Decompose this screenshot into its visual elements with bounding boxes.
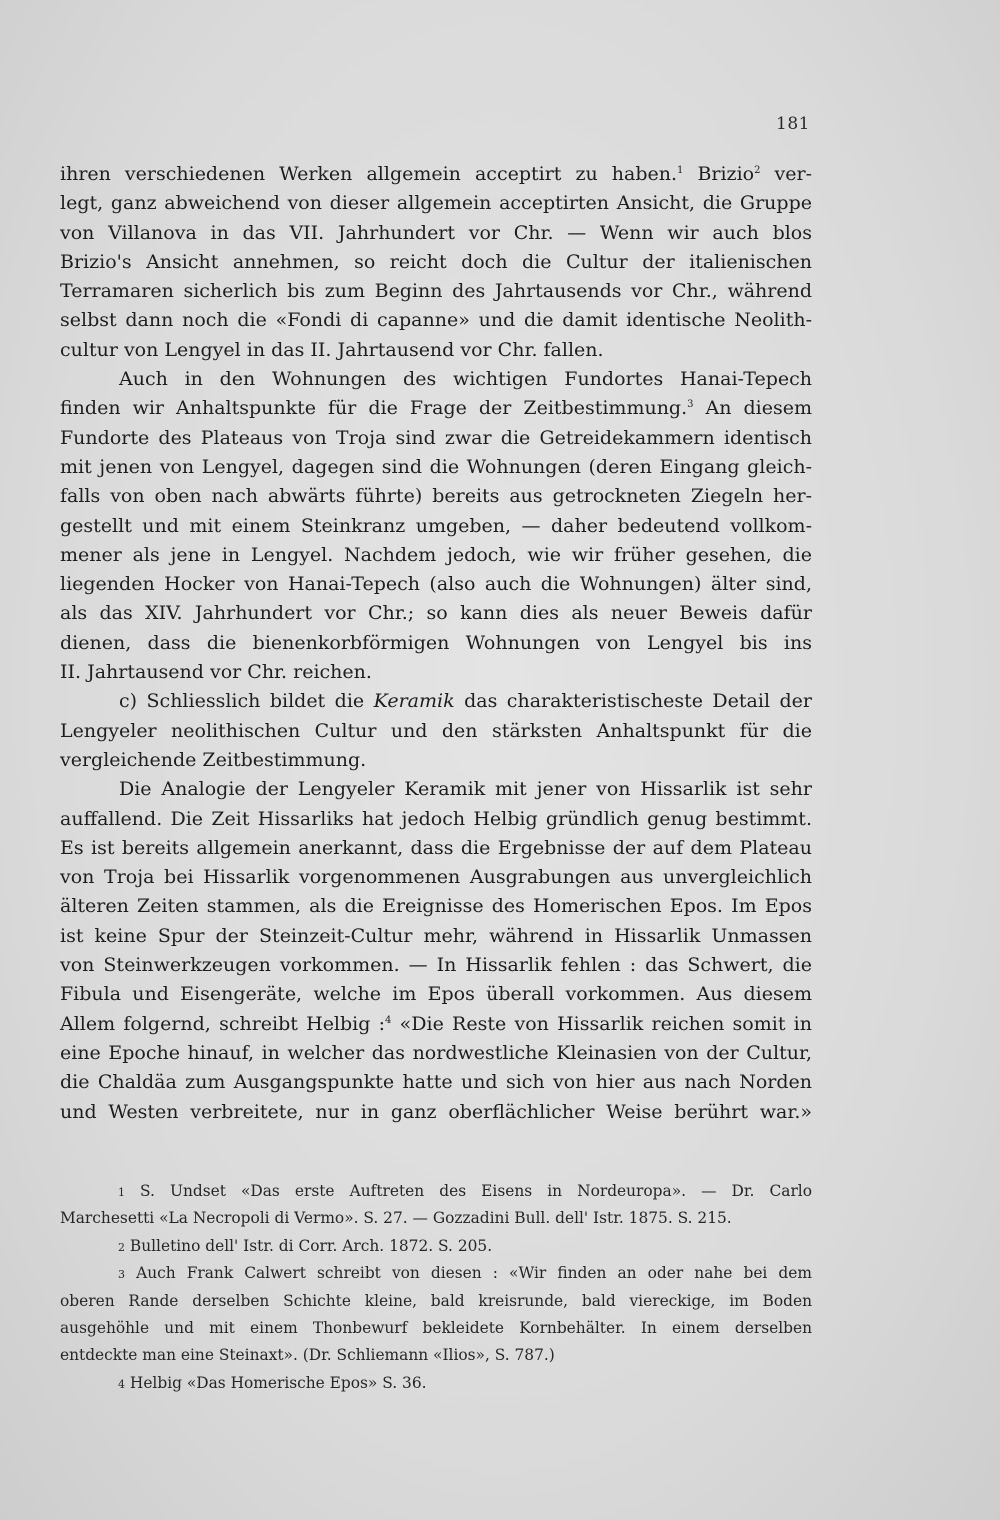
text-line: legt, ganz abweichend von dieser allgemein acceptirten Ansicht, die Gruppe (60, 192, 812, 215)
footnote-line: entdeckte man eine Steinaxt». (Dr. Schliemann «Ilios», S. 787.) (60, 1346, 555, 1365)
text-segment: An diesem (693, 397, 812, 420)
text-line: von Troja bei Hissarlik vorgenommenen Ausgrabungen aus unvergleichlich (60, 866, 812, 889)
footnote-ref: 3 (687, 399, 694, 411)
text-segment: finden wir Anhaltspunkte für die Frage der Zeitbestimmung. (60, 397, 688, 420)
footnotes (60, 1178, 812, 1397)
text-line: Fundorte des Plateaus von Troja sind zwar die Getreidekammern identisch (60, 426, 812, 449)
text-segment: ver- (760, 163, 812, 185)
text-line: cultur von Lengyel in das II. Jahrtausend vor Chr. fallen. (60, 338, 604, 361)
footnote-line: Marchesetti «La Necropoli di Vermo». S. 27. — Gozzadini Bull. dell' Istr. 1875. S. 215. (60, 1209, 732, 1228)
footnote-ref: 4 (385, 1014, 392, 1026)
footnote-line (60, 1233, 812, 1260)
text-line: als das XIV. Jahrhundert vor Chr.; so kann dies als neuer Beweis dafür (60, 602, 812, 625)
paragraph-start-line: Die Analogie der Lengyeler Keramik mit jener von Hissarlik ist sehr (119, 778, 812, 801)
footnote-number: 4 (118, 1377, 125, 1391)
footnote-ref: 2 (754, 165, 761, 176)
text-line (60, 160, 812, 189)
text-line: Terramaren sicherlich bis zum Beginn des Jahrtausends vor Chr., während (60, 280, 812, 303)
body-text (60, 160, 812, 1127)
footnote-text: Bulletino dell' Istr. di Corr. Arch. 1872. S. 205. (125, 1236, 493, 1255)
footnote-line: oberen Rande derselben Schichte kleine, bald kreisrunde, bald viereckige, im Boden (60, 1291, 812, 1310)
text-line (60, 1010, 812, 1039)
text-line: ist keine Spur der Steinzeit-Cultur mehr, während in Hissarlik Unmassen (60, 924, 812, 947)
footnote-line (60, 1178, 812, 1205)
text-segment: Allem folgernd, schreibt Helbig : (60, 1012, 386, 1035)
text-line (60, 394, 812, 423)
text-line: von Villanova in das VII. Jahrhundert vor Chr. — Wenn wir auch blos (60, 221, 812, 244)
text-line: Lengyeler neolithischen Cultur und den stärksten Anhaltspunkt für die (60, 719, 812, 742)
text-line: vergleichende Zeitbestimmung. (60, 748, 367, 771)
footnote-number: 2 (118, 1240, 125, 1254)
text-line: mit jenen von Lengyel, dagegen sind die Wohnungen (deren Eingang gleich- (60, 455, 812, 478)
text-segment: Brizio (683, 163, 755, 185)
footnote-line (60, 1370, 812, 1397)
text-segment: ihren verschiedenen Werken allgemein acceptirt zu haben. (60, 163, 678, 185)
page-number: 181 (776, 114, 810, 134)
footnote-line (60, 1260, 812, 1287)
text-line: die Chaldäa zum Ausgangspunkte hatte und sich von hier aus nach Norden (60, 1071, 812, 1094)
paragraph-start-line: Auch in den Wohnungen des wichtigen Fundortes Hanai-Tepech (119, 368, 812, 391)
footnote-ref: 1 (677, 165, 684, 176)
text-segment: das charakteristischeste Detail der (454, 690, 812, 713)
footnote-number: 3 (118, 1268, 125, 1282)
text-line: älteren Zeiten stammen, als die Ereignisse des Homerischen Epos. Im Epos (60, 895, 812, 918)
text-line: mener als jene in Lengyel. Nachdem jedoch, wie wir früher gesehen, die (60, 543, 812, 566)
footnote-number: 1 (118, 1186, 125, 1199)
text-line: gestellt und mit einem Steinkranz umgeben, — daher bedeutend vollkom- (60, 514, 812, 537)
footnote-line: ausgehöhle und mit einem Thonbewurf bekleidete Kornbehälter. In einem derselben (60, 1318, 812, 1337)
text-line: Brizio's Ansicht annehmen, so reicht doch die Cultur der italienischen (60, 250, 812, 273)
text-line: selbst dann noch die «Fondi di capanne» und die damit identische Neolith- (60, 309, 812, 332)
text-line: und Westen verbreitete, nur in ganz oberflächlicher Weise berührt war.» (60, 1100, 812, 1123)
text-line: von Steinwerkzeugen vorkommen. — In Hissarlik fehlen : das Schwert, die (60, 954, 812, 977)
text-line: eine Epoche hinauf, in welcher das nordwestliche Kleinasien von der Cultur, (60, 1041, 812, 1064)
text-line: falls von oben nach abwärts führte) bereits aus getrockneten Ziegeln her- (60, 485, 812, 508)
text-line: Fibula und Eisengeräte, welche im Epos überall vorkommen. Aus diesem (60, 983, 812, 1006)
text-line: Es ist bereits allgemein anerkannt, dass die Ergebnisse der auf dem Plateau (60, 836, 812, 859)
text-line: dienen, dass die bienenkorbförmigen Wohnungen von Lengyel bis ins (60, 631, 812, 654)
footnote-text: S. Undset «Das erste Auftreten des Eisens in Nordeuropa». — Dr. Carlo (125, 1182, 812, 1200)
text-line: II. Jahrtausend vor Chr. reichen. (60, 661, 372, 684)
text-segment: c) Schliesslich bildet die (119, 690, 374, 713)
footnote-text: Auch Frank Calwert schreibt von diesen : «Wir finden an oder nahe bei dem (125, 1264, 812, 1283)
paragraph-start-line (60, 687, 812, 716)
emphasized-term: Keramik (373, 690, 455, 713)
footnote-text: Helbig «Das Homerische Epos» S. 36. (125, 1373, 427, 1392)
text-line: auffallend. Die Zeit Hissarliks hat jedoch Helbig gründlich genug bestimmt. (60, 807, 812, 830)
text-line: liegenden Hocker von Hanai-Tepech (also auch die Wohnungen) älter sind, (60, 573, 812, 596)
text-segment: «Die Reste von Hissarlik reichen somit in (391, 1012, 812, 1035)
